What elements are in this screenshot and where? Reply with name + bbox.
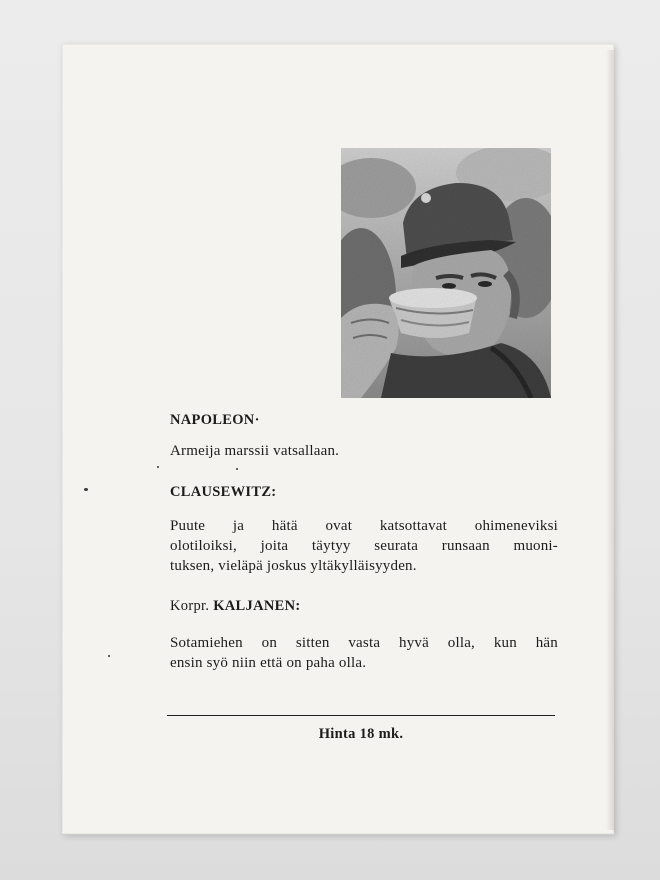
quote-text-napoleon: [170, 441, 558, 461]
paper-speck: [157, 466, 159, 468]
book-edge: [606, 50, 614, 830]
quote-line: olotiloiksi, joita täytyy seurata runsaan muoni-: [170, 538, 558, 554]
quote-line: Puute ja hätä ovat katsottavat ohimeneviksi: [170, 518, 558, 534]
quote-line: tuksen, vieläpä joskus yltäkylläisyyden.: [170, 558, 417, 574]
quote-author-clausewitz: CLAUSEWITZ:: [170, 484, 277, 500]
paper-speck: [108, 655, 110, 657]
author-rank: Korpr.: [170, 598, 210, 614]
quote-text-clausewitz: [170, 516, 558, 576]
quote-line: Armeija marssii vatsallaan.: [170, 443, 340, 459]
author-name: KALJANEN:: [213, 598, 301, 614]
quote-line: Sotamiehen on sitten vasta hyvä olla, kun hän: [170, 635, 558, 651]
soldier-drinking-photo-icon: [341, 148, 551, 398]
quote-author-kaljanen: [170, 598, 301, 615]
quote-text-kaljanen: [170, 633, 558, 673]
price-label: Hinta 18 mk.: [318, 726, 404, 742]
paper-speck: [236, 468, 238, 470]
divider-rule: [167, 715, 555, 716]
quote-line: ensin syö niin että on paha olla.: [170, 655, 367, 671]
paper-speck: [84, 488, 88, 491]
quote-author-napoleon: NAPOLEON·: [170, 412, 260, 428]
